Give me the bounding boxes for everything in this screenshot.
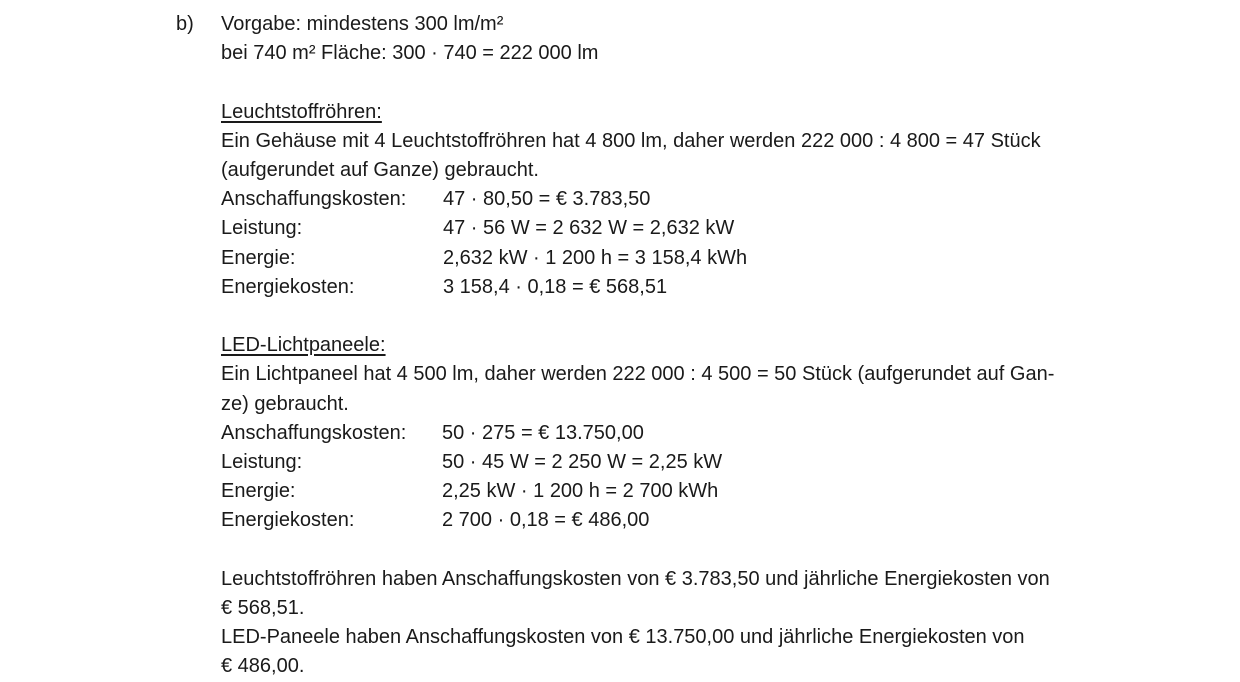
fluorescent-heading: Leuchtstoffröhren: — [221, 100, 382, 123]
row-label: Anschaffungskosten: — [221, 421, 407, 444]
led-cost-row — [221, 419, 1081, 448]
row-value: 2 700 · 0,18 = € 486,00 — [442, 509, 650, 532]
led-energy-row — [221, 477, 1081, 506]
spacer — [221, 302, 1081, 331]
led-text-line: ze) gebraucht. — [221, 392, 349, 415]
fluorescent-power-row — [221, 214, 1081, 243]
row-value: 50 · 275 = € 13.750,00 — [442, 421, 644, 444]
row-value: 47 · 80,50 = € 3.783,50 — [443, 188, 651, 211]
row-label: Energie: — [221, 246, 296, 269]
summary-line: Leuchtstoffröhren haben Anschaffungskosten von € 3.783,50 und jährliche Energiekosten von — [221, 567, 1050, 590]
summary-line: LED-Paneele haben Anschaffungskosten von € 13.750,00 und jährliche Energiekosten von — [221, 626, 1025, 649]
spacer — [221, 536, 1081, 565]
row-label: Energiekosten: — [221, 509, 355, 532]
led-text-line: Ein Lichtpaneel hat 4 500 lm, daher werden 222 000 : 4 500 = 50 Stück (aufgerundet auf Gan- — [221, 363, 1055, 386]
row-value: 2,25 kW · 1 200 h = 2 700 kWh — [442, 480, 719, 503]
fluorescent-energy-row — [221, 244, 1081, 273]
total-lumen-line: bei 740 m² Fläche: 300 · 740 = 222 000 lm — [221, 42, 599, 65]
row-label: Energiekosten: — [221, 275, 355, 298]
fluorescent-energy-cost-row — [221, 273, 1081, 302]
led-heading: LED-Lichtpaneele: — [221, 334, 386, 357]
row-label: Leistung: — [221, 451, 303, 474]
row-value: 47 · 56 W = 2 632 W = 2,632 kW — [443, 217, 735, 240]
solution-content — [221, 10, 1081, 682]
spacer — [221, 68, 1081, 97]
summary-line: € 486,00. — [221, 655, 305, 678]
fluorescent-text-line: Ein Gehäuse mit 4 Leuchtstoffröhren hat 4 800 lm, daher werden 222 000 : 4 800 = 47 Stück — [221, 129, 1041, 152]
row-value: 50 · 45 W = 2 250 W = 2,25 kW — [442, 451, 723, 474]
fluorescent-text-line: (aufgerundet auf Ganze) gebraucht. — [221, 159, 539, 181]
requirement-line: Vorgabe: mindestens 300 lm/m² — [221, 13, 504, 35]
row-label: Anschaffungskosten: — [221, 188, 407, 211]
led-energy-cost-row — [221, 506, 1081, 535]
row-label: Leistung: — [221, 217, 303, 240]
row-value: 2,632 kW · 1 200 h = 3 158,4 kWh — [443, 246, 748, 269]
item-marker: b) — [176, 13, 194, 35]
summary-line: € 568,51. — [221, 597, 305, 620]
row-value: 3 158,4 · 0,18 = € 568,51 — [443, 275, 668, 298]
fluorescent-cost-row — [221, 185, 1081, 214]
row-label: Energie: — [221, 480, 296, 503]
led-power-row — [221, 448, 1081, 477]
